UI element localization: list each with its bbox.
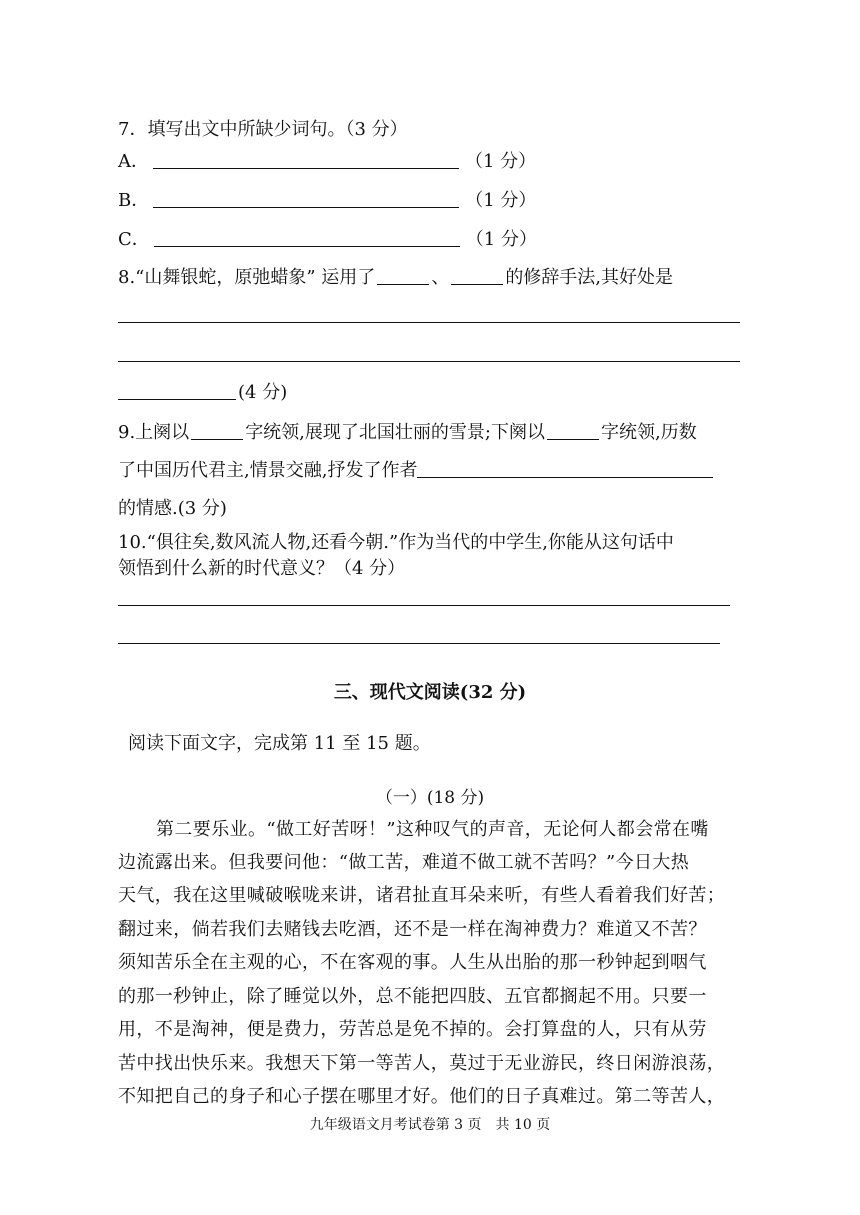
answer-blank-8-1[interactable]: [377, 268, 429, 285]
answer-blank-a[interactable]: [153, 152, 459, 169]
answer-blank-b[interactable]: [153, 191, 459, 208]
question-9-line-1: [118, 421, 697, 445]
question-9-text-2: 字统领,展现了北国壮丽的雪景;下阕以: [245, 422, 545, 443]
section-title: 三、现代文阅读(32 分): [333, 682, 527, 703]
question-7-option-c: [118, 228, 537, 252]
passage-line: 用，不是淘神，便是费力，劳苦总是免不掉的。会打算盘的人，只有从劳: [118, 1019, 707, 1040]
option-c-score: （1 分）: [465, 229, 537, 250]
section-instruction: 阅读下面文字，完成第 11 至 15 题。: [128, 733, 431, 754]
part-title: （一）(18 分): [375, 788, 485, 808]
option-a-label: A．: [118, 151, 149, 172]
question-9-text-3: 字统领,历数: [600, 422, 697, 443]
answer-blank-c[interactable]: [154, 230, 460, 247]
question-7-option-b: [118, 189, 536, 213]
question-9-line-3: 的情感.(3 分): [118, 498, 227, 519]
passage-line: 苦中找出快乐来。我想天下第一等苦人，莫过于无业游民，终日闲游浪荡，: [118, 1053, 726, 1074]
answer-line-8-2[interactable]: [118, 361, 740, 362]
passage-line: 第二要乐业。“做工好苦呀！”这种叹气的声音，无论何人都会常在嘴: [156, 819, 709, 840]
option-b-label: B．: [118, 190, 150, 211]
answer-line-8-1[interactable]: [118, 322, 740, 323]
passage-line: 边流露出来。但我要问他：“做工苦，难道不做工就不苦吗？”今日大热: [118, 852, 690, 873]
passage-line: 翻过来，倘若我们去赌钱去吃酒，还不是一样在淘神费力？难道又不苦？: [118, 919, 707, 940]
question-8-stem: [118, 266, 673, 290]
option-b-score: （1 分）: [465, 190, 537, 211]
question-10-line-1: 10.“俱往矣,数风流人物,还看今朝.”作为当代的中学生,你能从这句话中: [118, 532, 674, 553]
question-8-text-1: 8.“山舞银蛇，原弛蜡象” 运用了: [118, 267, 376, 288]
page-footer: 九年级语文月考试卷第 3 页 共 10 页: [309, 1117, 551, 1133]
option-a-score: （1 分）: [465, 151, 537, 172]
option-c-label: C．: [118, 229, 150, 250]
answer-blank-9-1[interactable]: [191, 423, 243, 440]
question-9-text-1: 9.上阕以: [118, 422, 190, 443]
answer-blank-8-3[interactable]: [118, 383, 236, 400]
question-8-separator: 、: [431, 267, 450, 288]
question-10-line-2: 领悟到什么新的时代意义？（4 分）: [118, 558, 406, 579]
answer-blank-9-3[interactable]: [417, 461, 713, 478]
passage-line: 天气，我在这里喊破喉咙来讲，诸君扯直耳朵来听，有些人看着我们好苦；: [118, 885, 726, 906]
question-7-stem: 7．填写出文中所缺少词句。（3 分）: [118, 119, 408, 140]
question-8-score: (4 分): [238, 382, 288, 403]
answer-blank-8-2[interactable]: [451, 268, 503, 285]
answer-line-10-2[interactable]: [118, 643, 720, 644]
question-8-text-2: 的修辞手法,其好处是: [505, 267, 674, 288]
question-7-option-a: [118, 150, 536, 174]
passage-line: 须知苦乐全在主观的心，不在客观的事。人生从出胎的那一秒钟起到咽气: [118, 952, 707, 973]
question-9-line-2: [118, 459, 713, 483]
passage-line: 的那一秒钟止，除了睡觉以外，总不能把四肢、五官都搁起不用。只要一: [118, 986, 707, 1007]
question-8-end: [118, 381, 287, 405]
answer-blank-9-2[interactable]: [547, 423, 599, 440]
question-9-text-4: 了中国历代君主,情景交融,抒发了作者: [118, 460, 418, 481]
passage-line: 不知把自己的身子和心子摆在哪里才好。他们的日子真难过。第二等苦人，: [118, 1086, 726, 1107]
answer-line-10-1[interactable]: [118, 605, 730, 606]
